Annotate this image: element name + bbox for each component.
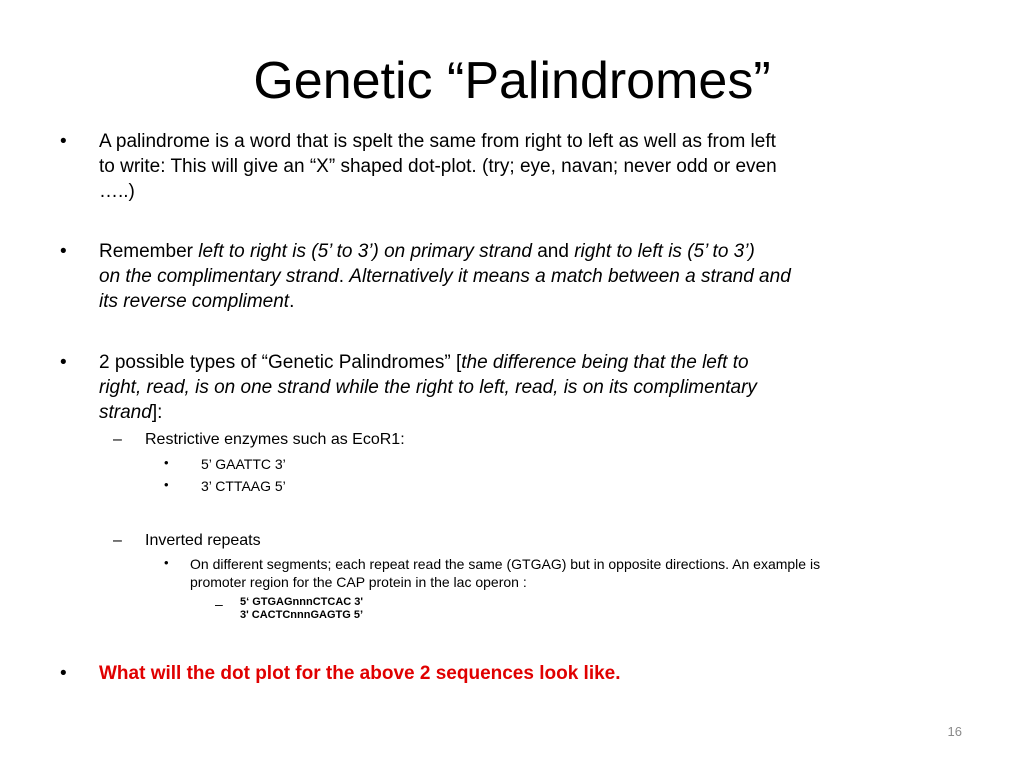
inverted-desc-line-2: promoter region for the CAP protein in the lac operon : [190, 574, 527, 590]
bullet-3-line-2 [99, 375, 757, 400]
bullet-marker: • [60, 241, 67, 262]
bullet-marker: • [60, 352, 67, 373]
restriction-label: Restrictive enzymes such as EcoR1: [145, 431, 405, 448]
bullet-2-italic: Alternatively it means a match between a strand and [349, 266, 791, 287]
bullet-2-italic: its reverse compliment [99, 291, 290, 312]
bullet-3-italic: right, read, is on one strand while the right to left, read, is on its complimentary [99, 377, 757, 398]
bullet-marker: • [164, 555, 169, 570]
bullet-1-line-1: A palindrome is a word that is spelt the same from right to left as well as from left [99, 131, 776, 152]
dash-marker: – [215, 596, 223, 612]
bullet-2-line-3 [99, 289, 294, 314]
bullet-2-italic: right to left is (5’ to 3’) [574, 241, 755, 262]
bullet-3-italic: strand [99, 402, 152, 423]
restriction-seq-1: 5’ GAATTC 3’ [201, 456, 286, 472]
question-text: What will the dot plot for the above 2 sequences look like. [99, 663, 621, 684]
inverted-seq-1: 5‘ GTGAGnnnCTCAC 3' [240, 596, 364, 608]
bullet-2-text: Remember [99, 241, 199, 262]
bullet-marker: • [60, 663, 67, 684]
bullet-2-italic: on the complimentary strand [99, 266, 339, 287]
restriction-seq-2: 3’ CTTAAG 5’ [201, 478, 286, 494]
bullet-1-line-2: to write: This will give an “X” shaped dot-plot. (try; eye, navan; never odd or even [99, 156, 777, 177]
bullet-3-line-3 [99, 400, 162, 425]
bullet-3-text: ]: [151, 402, 163, 423]
slide-title: Genetic “Palindromes” [253, 52, 771, 110]
bullet-2-text: . [289, 291, 295, 312]
bullet-2-text: . [338, 266, 350, 287]
bullet-3-line-1 [99, 350, 749, 375]
inverted-desc-line-1: On different segments; each repeat read the same (GTGAG) but in opposite directions. An example is [190, 556, 821, 572]
bullet-1-line-3: …..) [99, 181, 135, 202]
bullet-marker: • [164, 455, 169, 470]
bullet-2-line-2 [99, 264, 791, 289]
bullet-2-text: and [531, 241, 575, 262]
inverted-seq-2: 3' CACTCnnnGAGTG 5’ [240, 609, 364, 621]
page-number: 16 [947, 724, 962, 739]
bullet-2-italic: left to right is (5’ to 3’) on primary strand [198, 241, 532, 262]
dash-marker: – [113, 431, 122, 448]
dash-marker: – [113, 532, 122, 549]
bullet-3-text: 2 possible types of “Genetic Palindromes” [ [99, 352, 462, 373]
inverted-label: Inverted repeats [145, 532, 261, 549]
bullet-3-italic: the difference being that the left to [461, 352, 749, 373]
bullet-2-line-1 [99, 239, 755, 264]
bullet-marker: • [164, 477, 169, 492]
bullet-marker: • [60, 131, 67, 152]
